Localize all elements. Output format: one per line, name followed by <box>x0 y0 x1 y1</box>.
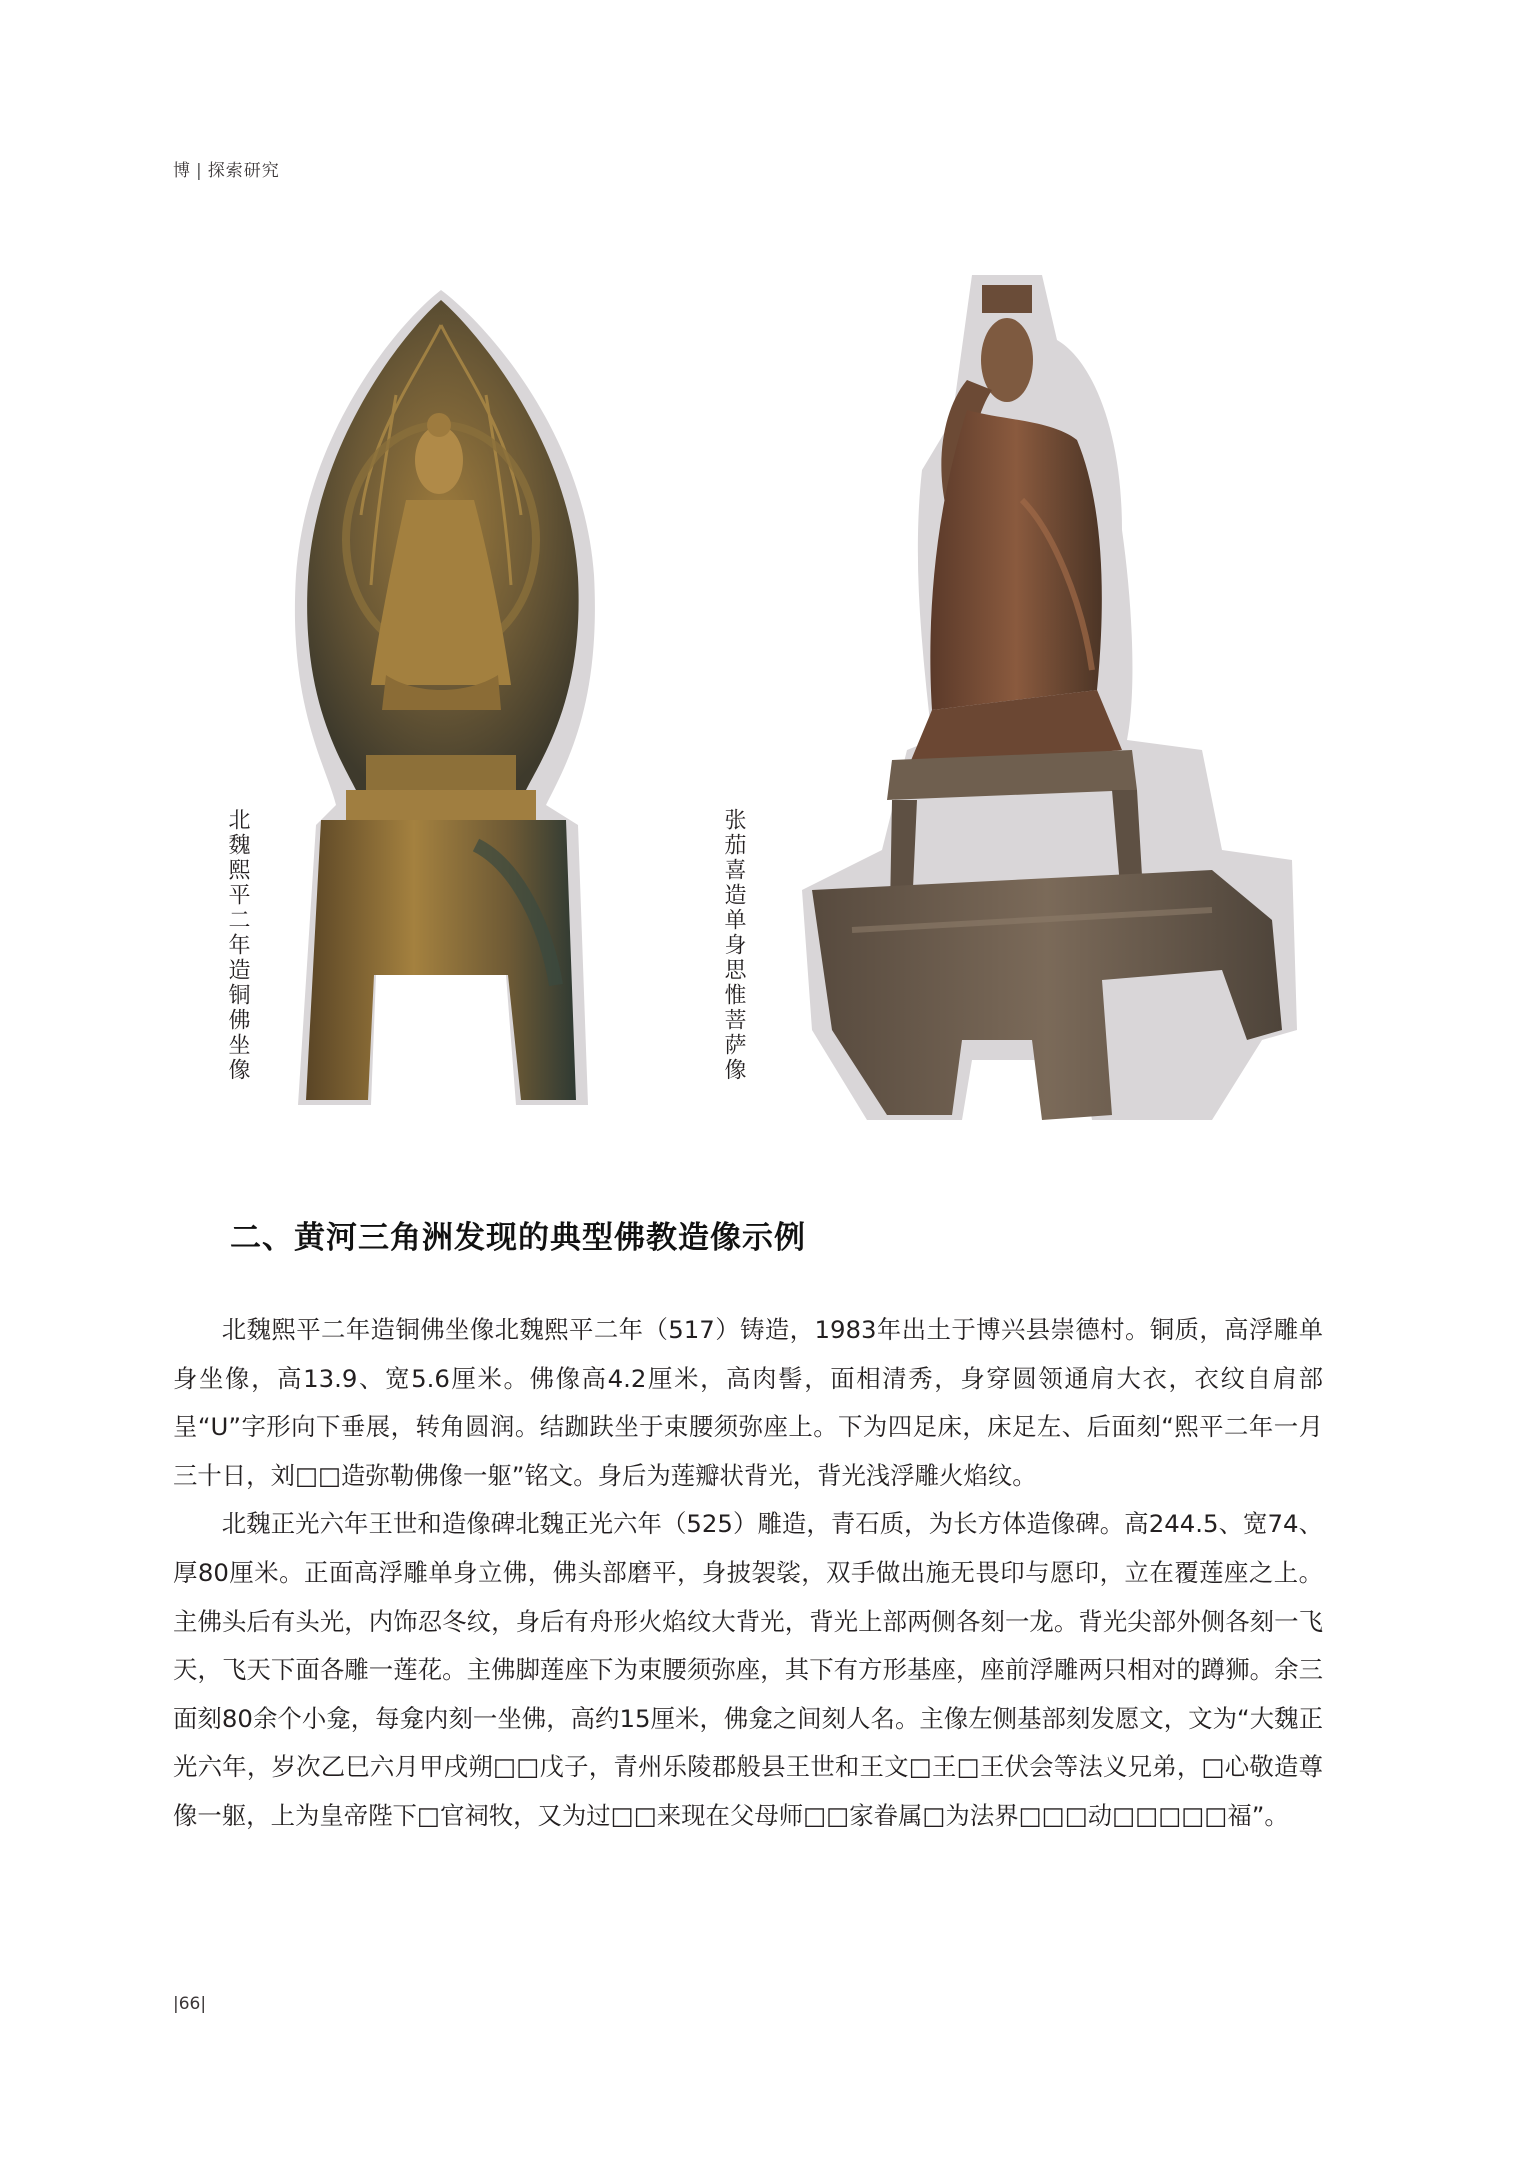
page-footer <box>173 1994 206 2014</box>
seated-buddha-bronze-image <box>276 285 606 1105</box>
section-name: 探索研究 <box>207 161 280 181</box>
page-number: 66 <box>178 1994 201 2014</box>
figure-pensive-bodhisattva <box>792 270 1302 1140</box>
header-separator: | <box>196 161 203 181</box>
paragraph-2: 北魏正光六年王世和造像碑北魏正光六年（525）雕造，青石质，为长方体造像碑。高244.5、宽74、厚80厘米。正面高浮雕单身立佛，佛头部磨平，身披袈裟，双手做出施无畏印与愿印，立在覆莲座之上。主佛头后有头光，内饰忍冬纹，身后有舟形火焰纹大背光，背光上部两侧各刻一龙。背光尖部外侧各刻一飞天，飞天下面各雕一莲花。主佛脚莲座下为束腰须弥座，其下有方形基座，座前浮雕两只相对的蹲狮。余三面刻80余个小龛，每龛内刻一坐佛，高约15厘米，佛龛之间刻人名。主像左侧基部刻发愿文，文为“大魏正光六年，岁次乙巳六月甲戌朔□□戊子，青州乐陵郡般县王世和王文□王□王伏会等法义兄弟，□心敬造尊像一躯，上为皇帝陛下□官祠牧，又为过□□来现在父母师□□家眷属□为法界□□□动□□□□□福”。 <box>173 1509 1323 1830</box>
figure-caption-1: 北魏熙平二年造铜佛坐像 <box>225 808 250 1083</box>
running-header <box>173 156 280 181</box>
body-text <box>173 1306 1323 1841</box>
pensive-bodhisattva-bronze-image <box>792 270 1302 1140</box>
figure-seated-buddha <box>276 285 606 1105</box>
section-title: 二、黄河三角洲发现的典型佛教造像示例 <box>230 1220 806 1256</box>
footer-bar-left: | <box>173 1994 179 2014</box>
footer-bar-right: | <box>200 1994 207 2014</box>
journal-name: 博 <box>173 161 191 181</box>
figure-caption-2: 张茄喜造单身思惟菩萨像 <box>721 808 746 1083</box>
paragraph-1: 北魏熙平二年造铜佛坐像北魏熙平二年（517）铸造，1983年出土于博兴县崇德村。铜质，高浮雕单身坐像，高13.9、宽5.6厘米。佛像高4.2厘米，高肉髻，面相清秀，身穿圆领通肩大衣，衣纹自肩部呈“U”字形向下垂展，转角圆润。结跏趺坐于束腰须弥座上。下为四足床，床足左、后面刻“熙平二年一月三十日，刘□□造弥勒佛像一躯”铭文。身后为莲瓣状背光，背光浅浮雕火焰纹。 <box>173 1315 1323 1490</box>
